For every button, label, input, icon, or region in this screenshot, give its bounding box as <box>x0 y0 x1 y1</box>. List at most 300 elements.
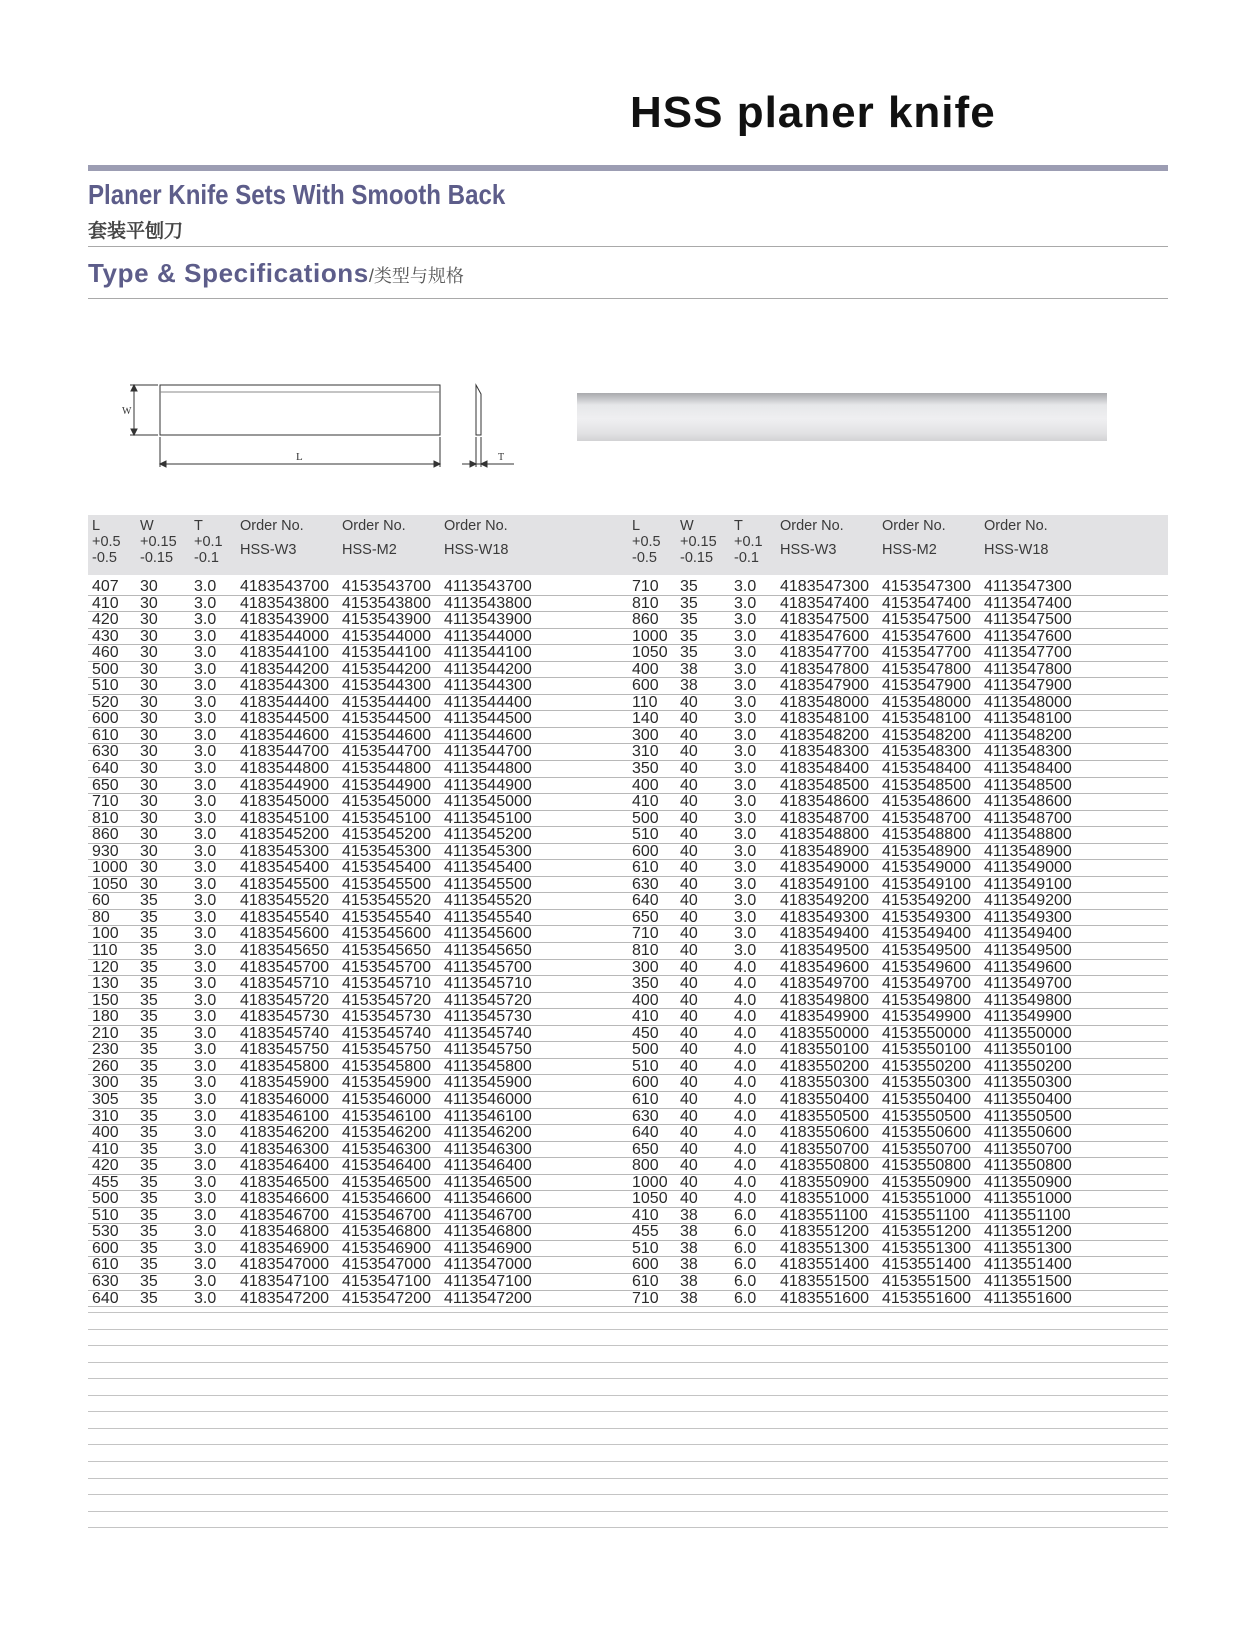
cell-l: 630 <box>632 875 659 893</box>
cell-t: 3.0 <box>194 1223 217 1241</box>
cell-w: 35 <box>140 1272 158 1290</box>
cell-m2: 4153545500 <box>342 875 431 893</box>
cell-w18: 4113546300 <box>444 1140 532 1158</box>
cell-m2: 4153544000 <box>342 627 431 645</box>
cell-w3: 4183546600 <box>240 1190 329 1208</box>
cell-l: 350 <box>632 760 659 778</box>
section-subtitle: 套装平刨刀 <box>88 221 184 242</box>
table-row <box>88 778 628 795</box>
cell-m2: 4153549600 <box>882 958 971 976</box>
cell-w: 40 <box>680 1124 698 1142</box>
cell-l: 130 <box>92 975 119 993</box>
cell-w: 40 <box>680 842 698 860</box>
cell-m2: 4153544400 <box>342 693 431 711</box>
cell-t: 6.0 <box>734 1206 757 1224</box>
cell-m2: 4153547800 <box>882 660 971 678</box>
cell-w3: 4183548700 <box>780 809 869 827</box>
table-row <box>628 993 1168 1010</box>
cell-w18: 4113548500 <box>984 776 1072 794</box>
cell-m2: 4153547400 <box>882 594 971 612</box>
table-row <box>628 844 1168 861</box>
cell-w3: 4183545710 <box>240 975 329 993</box>
cell-l: 400 <box>632 776 659 794</box>
cell-l: 180 <box>92 1008 119 1026</box>
cell-w: 30 <box>140 809 158 827</box>
cell-w: 40 <box>680 1057 698 1075</box>
cell-t: 3.0 <box>734 726 757 744</box>
cell-w: 30 <box>140 760 158 778</box>
cell-w3: 4183548100 <box>780 710 869 728</box>
cell-w18: 4113544300 <box>444 677 532 695</box>
cell-t: 6.0 <box>734 1239 757 1257</box>
cell-t: 3.0 <box>194 760 217 778</box>
cell-m2: 4153548100 <box>882 710 971 728</box>
cell-w18: 4113549700 <box>984 975 1072 993</box>
cell-l: 410 <box>632 1206 659 1224</box>
table-row <box>88 1191 628 1208</box>
cell-t: 3.0 <box>194 1190 217 1208</box>
spec-title: Type & Specifications <box>88 258 369 288</box>
cell-w: 35 <box>140 1190 158 1208</box>
cell-l: 430 <box>92 627 119 645</box>
table-row <box>628 1158 1168 1175</box>
t-label: T <box>498 452 505 463</box>
cell-l: 710 <box>632 578 659 595</box>
cell-t: 4.0 <box>734 975 757 993</box>
cell-w: 40 <box>680 1107 698 1125</box>
cell-m2: 4153548900 <box>882 842 971 860</box>
ruled-line <box>88 1444 1168 1445</box>
cell-l: 640 <box>92 1289 119 1307</box>
cell-m2: 4153545800 <box>342 1057 431 1075</box>
cell-l: 460 <box>92 644 119 662</box>
cell-w18: 4113546000 <box>444 1090 532 1108</box>
cell-t: 3.0 <box>194 693 217 711</box>
cell-l: 630 <box>632 1107 659 1125</box>
cell-w: 30 <box>140 776 158 794</box>
cell-w3: 4183544100 <box>240 644 329 662</box>
cell-t: 4.0 <box>734 958 757 976</box>
cell-w: 35 <box>140 991 158 1009</box>
cell-w3: 4183547700 <box>780 644 869 662</box>
table-row <box>628 1092 1168 1109</box>
cell-w: 30 <box>140 578 158 595</box>
cell-l: 500 <box>632 1041 659 1059</box>
table-row <box>628 778 1168 795</box>
table-row <box>88 612 628 629</box>
cell-m2: 4153548300 <box>882 743 971 761</box>
cell-w: 35 <box>680 627 698 645</box>
table-row <box>628 1059 1168 1076</box>
cell-l: 600 <box>92 1239 119 1257</box>
cell-w3: 4183545300 <box>240 842 329 860</box>
table-row <box>88 943 628 960</box>
cell-w: 40 <box>680 760 698 778</box>
cell-w3: 4183548000 <box>780 693 869 711</box>
cell-m2: 4153545000 <box>342 793 431 811</box>
cell-w: 38 <box>680 1256 698 1274</box>
cell-w18: 4113545740 <box>444 1024 532 1042</box>
cell-m2: 4153548200 <box>882 726 971 744</box>
header-text: Order No. <box>444 518 508 534</box>
table-body-right <box>628 579 1168 1307</box>
cell-l: 500 <box>632 809 659 827</box>
cell-m2: 4153551000 <box>882 1190 971 1208</box>
cell-l: 650 <box>92 776 119 794</box>
cell-l: 610 <box>632 1272 659 1290</box>
cell-w: 30 <box>140 726 158 744</box>
cell-w: 40 <box>680 693 698 711</box>
cell-m2: 4153547300 <box>882 578 971 595</box>
header-text: -0.5 <box>92 550 117 566</box>
table-row <box>88 960 628 977</box>
header-text: +0.5 <box>632 534 661 550</box>
cell-w18: 4113546800 <box>444 1223 532 1241</box>
knife-drawing <box>112 370 522 470</box>
cell-t: 6.0 <box>734 1272 757 1290</box>
cell-w18: 4113545200 <box>444 826 532 844</box>
table-row <box>88 596 628 613</box>
cell-w18: 4113545100 <box>444 809 532 827</box>
cell-w: 40 <box>680 892 698 910</box>
cell-w: 40 <box>680 776 698 794</box>
cell-w3: 4183544900 <box>240 776 329 794</box>
cell-m2: 4153548800 <box>882 826 971 844</box>
cell-l: 860 <box>632 611 659 629</box>
cell-t: 4.0 <box>734 1157 757 1175</box>
cell-w3: 4183544500 <box>240 710 329 728</box>
header-text: -0.1 <box>194 550 219 566</box>
table-row <box>628 1109 1168 1126</box>
cell-m2: 4153550600 <box>882 1124 971 1142</box>
cell-w3: 4183545700 <box>240 958 329 976</box>
ruled-line <box>88 1345 1168 1346</box>
table-row <box>88 811 628 828</box>
table-row <box>628 943 1168 960</box>
cell-w3: 4183549400 <box>780 925 869 943</box>
cell-m2: 4153545720 <box>342 991 431 1009</box>
cell-m2: 4153547100 <box>342 1272 431 1290</box>
cell-t: 3.0 <box>734 842 757 860</box>
cell-w3: 4183548300 <box>780 743 869 761</box>
cell-w3: 4183544200 <box>240 660 329 678</box>
cell-w18: 4113549500 <box>984 942 1072 960</box>
table-row <box>628 976 1168 993</box>
cell-w18: 4113548700 <box>984 809 1072 827</box>
cell-w18: 4113550000 <box>984 1024 1072 1042</box>
cell-l: 410 <box>92 594 119 612</box>
cell-m2: 4153546600 <box>342 1190 431 1208</box>
cell-w: 40 <box>680 942 698 960</box>
cell-m2: 4153545400 <box>342 859 431 877</box>
cell-l: 610 <box>92 726 119 744</box>
blade-image <box>577 393 1107 441</box>
row-divider <box>88 1306 628 1307</box>
table-row <box>628 1042 1168 1059</box>
cell-t: 4.0 <box>734 1124 757 1142</box>
cell-m2: 4153547600 <box>882 627 971 645</box>
table-row <box>628 612 1168 629</box>
cell-t: 3.0 <box>194 1124 217 1142</box>
cell-l: 150 <box>92 991 119 1009</box>
cell-w18: 4113547800 <box>984 660 1072 678</box>
cell-m2: 4153546500 <box>342 1173 431 1191</box>
header-text: HSS-M2 <box>342 542 397 558</box>
cell-w18: 4113548800 <box>984 826 1072 844</box>
cell-m2: 4153544300 <box>342 677 431 695</box>
cell-w: 40 <box>680 1041 698 1059</box>
cell-l: 810 <box>632 594 659 612</box>
cell-w: 30 <box>140 627 158 645</box>
table-row <box>88 1042 628 1059</box>
table-row <box>628 1142 1168 1159</box>
table-row <box>628 1257 1168 1274</box>
cell-w: 35 <box>680 594 698 612</box>
cell-t: 3.0 <box>194 1239 217 1257</box>
cell-t: 4.0 <box>734 1140 757 1158</box>
cell-w18: 4113547500 <box>984 611 1072 629</box>
cell-w18: 4113545500 <box>444 875 532 893</box>
table-row <box>628 910 1168 927</box>
cell-w: 30 <box>140 644 158 662</box>
header-text: W <box>140 518 154 534</box>
cell-w18: 4113548100 <box>984 710 1072 728</box>
cell-w3: 4183545600 <box>240 925 329 943</box>
cell-w18: 4113545900 <box>444 1074 532 1092</box>
cell-w3: 4183550500 <box>780 1107 869 1125</box>
cell-l: 1000 <box>92 859 128 877</box>
cell-l: 400 <box>92 1124 119 1142</box>
cell-l: 410 <box>632 1008 659 1026</box>
cell-w18: 4113548400 <box>984 760 1072 778</box>
cell-w: 30 <box>140 611 158 629</box>
header-text: L <box>632 518 641 534</box>
cell-w18: 4113550900 <box>984 1173 1072 1191</box>
cell-l: 600 <box>632 677 659 695</box>
cell-l: 110 <box>632 693 658 711</box>
cell-w18: 4113547400 <box>984 594 1072 612</box>
cell-w: 35 <box>140 1057 158 1075</box>
cell-m2: 4153549300 <box>882 908 971 926</box>
ruled-line <box>88 1511 1168 1512</box>
cell-w3: 4183545720 <box>240 991 329 1009</box>
cell-w18: 4113544200 <box>444 660 532 678</box>
cell-w: 35 <box>140 1008 158 1026</box>
cell-w3: 4183545540 <box>240 908 329 926</box>
ruled-line <box>88 1329 1168 1330</box>
table-row <box>628 596 1168 613</box>
cell-m2: 4153548600 <box>882 793 971 811</box>
table-row <box>88 1125 628 1142</box>
header-text: W <box>680 518 694 534</box>
table-row <box>88 1059 628 1076</box>
cell-w3: 4183545100 <box>240 809 329 827</box>
cell-m2: 4153544200 <box>342 660 431 678</box>
ruled-line <box>88 1312 1168 1313</box>
cell-t: 3.0 <box>194 710 217 728</box>
ruled-line <box>88 1494 1168 1495</box>
cell-w3: 4183549300 <box>780 908 869 926</box>
cell-t: 3.0 <box>194 958 217 976</box>
cell-w: 35 <box>140 925 158 943</box>
cell-t: 3.0 <box>194 1090 217 1108</box>
cell-t: 3.0 <box>734 892 757 910</box>
table-row <box>628 926 1168 943</box>
cell-t: 3.0 <box>194 660 217 678</box>
cell-t: 6.0 <box>734 1289 757 1307</box>
cell-l: 420 <box>92 1157 119 1175</box>
cell-w18: 4113545800 <box>444 1057 532 1075</box>
cell-w: 40 <box>680 925 698 943</box>
cell-w18: 4113545730 <box>444 1008 532 1026</box>
cell-m2: 4153546800 <box>342 1223 431 1241</box>
cell-w18: 4113547700 <box>984 644 1072 662</box>
cell-t: 3.0 <box>734 660 757 678</box>
header-text: HSS-W3 <box>240 542 297 558</box>
table-row <box>628 1241 1168 1258</box>
cell-t: 3.0 <box>194 1173 217 1191</box>
cell-w: 40 <box>680 859 698 877</box>
cell-l: 710 <box>632 925 659 943</box>
cell-t: 3.0 <box>734 627 757 645</box>
cell-l: 640 <box>632 892 659 910</box>
cell-w18: 4113549300 <box>984 908 1072 926</box>
table-row <box>88 860 628 877</box>
cell-l: 650 <box>632 1140 659 1158</box>
cell-w: 38 <box>680 1223 698 1241</box>
cell-t: 4.0 <box>734 1107 757 1125</box>
cell-l: 410 <box>632 793 659 811</box>
table-row <box>88 1224 628 1241</box>
cell-m2: 4153551300 <box>882 1239 971 1257</box>
table-row <box>88 910 628 927</box>
cell-w3: 4183548800 <box>780 826 869 844</box>
cell-w18: 4113546400 <box>444 1157 532 1175</box>
cell-w3: 4183551200 <box>780 1223 869 1241</box>
cell-t: 3.0 <box>734 875 757 893</box>
cell-w18: 4113543900 <box>444 611 532 629</box>
cell-w3: 4183544000 <box>240 627 329 645</box>
cell-w: 35 <box>140 1140 158 1158</box>
table-row <box>88 579 628 596</box>
cell-t: 4.0 <box>734 1074 757 1092</box>
cell-t: 3.0 <box>734 760 757 778</box>
table-row <box>628 860 1168 877</box>
table-row <box>628 645 1168 662</box>
cell-t: 3.0 <box>194 627 217 645</box>
cell-m2: 4153547700 <box>882 644 971 662</box>
cell-w: 40 <box>680 793 698 811</box>
cell-w3: 4183550100 <box>780 1041 869 1059</box>
cell-l: 310 <box>632 743 659 761</box>
cell-l: 600 <box>632 1256 659 1274</box>
cell-w: 38 <box>680 1272 698 1290</box>
table-row <box>88 1026 628 1043</box>
cell-m2: 4153544800 <box>342 760 431 778</box>
cell-w3: 4183545500 <box>240 875 329 893</box>
cell-w18: 4113543700 <box>444 578 532 595</box>
table-row <box>88 827 628 844</box>
ruled-line <box>88 1461 1168 1462</box>
cell-w18: 4113550500 <box>984 1107 1072 1125</box>
cell-l: 710 <box>92 793 119 811</box>
cell-m2: 4153550200 <box>882 1057 971 1075</box>
cell-w3: 4183547600 <box>780 627 869 645</box>
cell-m2: 4153545200 <box>342 826 431 844</box>
cell-m2: 4153546700 <box>342 1206 431 1224</box>
cell-w18: 4113551100 <box>984 1206 1071 1224</box>
cell-w3: 4183545740 <box>240 1024 329 1042</box>
cell-l: 120 <box>92 958 119 976</box>
cell-w3: 4183549100 <box>780 875 869 893</box>
cell-m2: 4153545710 <box>342 975 431 993</box>
cell-w: 40 <box>680 958 698 976</box>
cell-w3: 4183544400 <box>240 693 329 711</box>
row-divider <box>628 1306 1168 1307</box>
cell-w18: 4113550300 <box>984 1074 1072 1092</box>
ruled-line <box>88 1527 1168 1528</box>
cell-l: 300 <box>632 726 659 744</box>
table-row <box>628 1026 1168 1043</box>
table-row <box>88 629 628 646</box>
cell-w: 35 <box>140 975 158 993</box>
cell-w: 30 <box>140 743 158 761</box>
cell-w: 40 <box>680 1173 698 1191</box>
cell-t: 3.0 <box>194 578 217 595</box>
cell-w18: 4113547900 <box>984 677 1072 695</box>
cell-w3: 4183548400 <box>780 760 869 778</box>
cell-w: 40 <box>680 1090 698 1108</box>
cell-w18: 4113543800 <box>444 594 532 612</box>
cell-t: 3.0 <box>194 1157 217 1175</box>
table-row <box>628 695 1168 712</box>
cell-l: 110 <box>92 942 118 960</box>
header-text: +0.1 <box>194 534 223 550</box>
cell-w18: 4113544000 <box>444 627 532 645</box>
cell-w3: 4183547500 <box>780 611 869 629</box>
table-row <box>88 1257 628 1274</box>
cell-w3: 4183551400 <box>780 1256 869 1274</box>
cell-l: 640 <box>92 760 119 778</box>
cell-w3: 4183548900 <box>780 842 869 860</box>
cell-w18: 4113549000 <box>984 859 1072 877</box>
cell-t: 3.0 <box>194 842 217 860</box>
cell-m2: 4153545730 <box>342 1008 431 1026</box>
cell-w3: 4183545400 <box>240 859 329 877</box>
cell-m2: 4153545100 <box>342 809 431 827</box>
table-row <box>88 695 628 712</box>
cell-w18: 4113549800 <box>984 991 1072 1009</box>
cell-t: 3.0 <box>194 743 217 761</box>
cell-w: 30 <box>140 693 158 711</box>
header-text: L <box>92 518 101 534</box>
cell-w: 30 <box>140 875 158 893</box>
cell-m2: 4153549100 <box>882 875 971 893</box>
cell-w: 35 <box>680 578 698 595</box>
table-row <box>88 1075 628 1092</box>
table-row <box>628 811 1168 828</box>
cell-w: 38 <box>680 1289 698 1307</box>
cell-l: 520 <box>92 693 119 711</box>
cell-w: 35 <box>140 1256 158 1274</box>
spec-title-zh: /类型与规格 <box>368 266 464 286</box>
cell-w3: 4183547000 <box>240 1256 329 1274</box>
cell-m2: 4153547900 <box>882 677 971 695</box>
cell-w: 40 <box>680 1190 698 1208</box>
cell-w: 35 <box>140 1107 158 1125</box>
cell-m2: 4153550900 <box>882 1173 971 1191</box>
cell-t: 3.0 <box>734 578 757 595</box>
